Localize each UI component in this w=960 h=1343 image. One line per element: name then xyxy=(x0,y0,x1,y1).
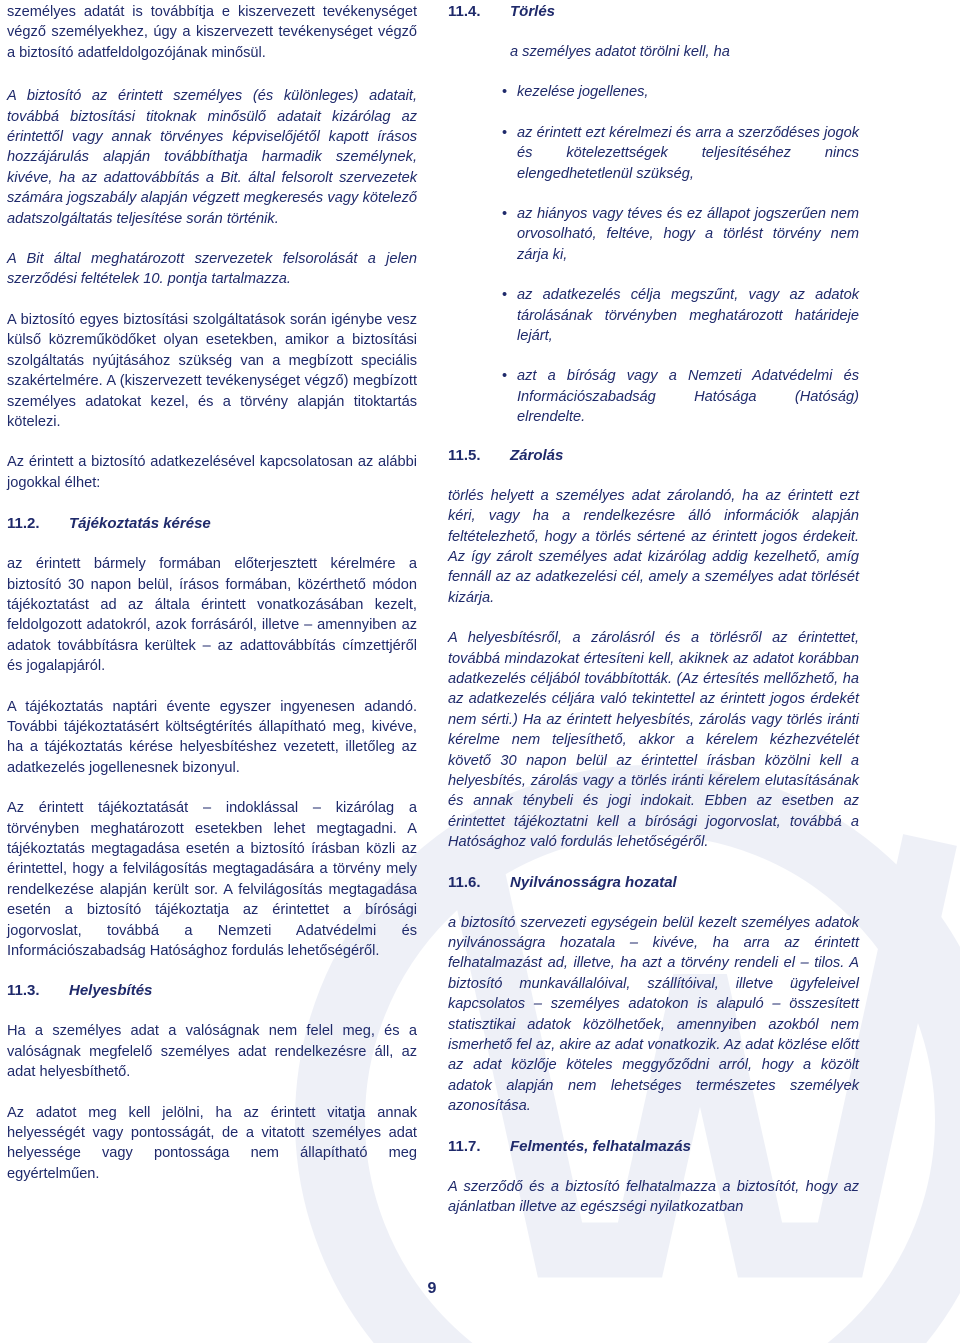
section-heading-11-2 xyxy=(7,514,417,534)
paragraph: A Bit által meghatározott szervezetek felsorolását a jelen szerződési feltételek 10. pontja tartalmazza. xyxy=(7,251,417,288)
list-item: • azt a bíróság vagy a Nemzeti Adatvédelmi és Információszabadság Hatósága (Hatóság) elrendelte. xyxy=(502,368,859,426)
section-title: Nyilvánosságra hozatal xyxy=(510,873,677,891)
section-heading-11-6 xyxy=(448,873,859,893)
left-column xyxy=(7,0,417,1184)
section-number: 11.6. xyxy=(448,873,481,891)
section-title: Zárolás xyxy=(510,446,564,464)
section-number: 11.4. xyxy=(448,3,481,20)
list-item: • az érintett ezt kérelmezi és arra a szerződéses jogok és kötelezettségek teljesítéséhez nincs elengedhetetlenül szükség, xyxy=(502,124,859,182)
list-item: • az hiányos vagy téves és ez állapot jogszerűen nem orvosolható, feltéve, hogy a törlést törvény nem zárja ki, xyxy=(502,206,859,263)
paragraph: Az érintett a biztosító adatkezelésével kapcsolatosan az alábbi jogokkal élhet: xyxy=(7,454,417,491)
section-heading-11-4 xyxy=(448,2,859,22)
section-heading-11-3 xyxy=(7,981,417,1001)
section-title: Helyesbítés xyxy=(69,982,153,1000)
paragraph: a biztosító szervezeti egységein belül kezelt személyes adatok nyilvánosságra hozatala – kivéve, ha arra az érintett felhatalmazást ad, illetve, ha azt a törvény rendeli el – tilos. A biztosító munkavállalóival, szállítóival, illetve ügyfeleivel kapcsolatos – személyes adatokon is alapuló – összesített statisztikai adatok közölhetőek, amennyiben azokból nem ismerhető fel az, akire az adat vonatkozik. Az adat közlése előtt az adat közlője köteles meggyőződni arról, hogy a közölt adatok alapján nem lehetséges természetes személyek azonosítása. xyxy=(448,914,859,1115)
bullet-icon: • xyxy=(502,206,508,223)
paragraph: Az adatot meg kell jelölni, ha az érintett vitatja annak helyességét vagy pontosságát, de a vitatott személyes adat helyessége vagy pontossága nem állapítható meg egyértelműen. xyxy=(7,1104,417,1182)
paragraph: Az érintett tájékoztatását – indoklással – kizárólag a törvényben meghatározott esetekben lehet megtagadni. A tájékoztatás megtagadása esetén a biztosító írásban közli az érintettel, hogy a felvilágosítás megtagadására a törvény mely rendelkezése alapján került sor. A felvilágosítás megtagadása esetén a biztosító tájékoztatja az érintettet a bírósági jogorvoslat, továbbá a Nemzeti Adatvédelmi és Információszabadság Hatósághoz fordulás lehetőségéről. xyxy=(7,800,417,960)
paragraph: A tájékoztatás naptári évente egyszer ingyenesen adandó. További tájékoztatásért költségtérítés állapítható meg, kivéve, ha a tájékoztatás kérése helyesbítéshez vezetett, illetőleg az adatkezelés jogellenesnek bizonyul. xyxy=(7,698,417,776)
section-number: 11.2. xyxy=(7,515,40,533)
paragraph: személyes adatát is továbbítja e kiszervezett tevékenységet végző személyekhez, úgy a kiszervezett tevékenységet végző a biztosító adatfeldolgozójának minősül. xyxy=(7,4,417,61)
section-title: Felmentés, felhatalmazás xyxy=(510,1137,691,1155)
section-heading-11-5 xyxy=(448,446,859,466)
deletion-conditions-list xyxy=(493,82,859,427)
section-title: Törlés xyxy=(510,3,556,20)
page-number: 9 xyxy=(427,1280,437,1297)
bullet-icon: • xyxy=(502,287,508,304)
list-item: • kezelése jogellenes, xyxy=(493,82,859,102)
list-item: • az adatkezelés célja megszűnt, vagy az adatok tárolásának törvényben meghatározott határideje lejárt, xyxy=(502,287,859,345)
section-number: 11.3. xyxy=(7,982,40,1000)
section-number: 11.5. xyxy=(448,446,481,464)
section-heading-11-7 xyxy=(448,1137,859,1157)
paragraph: A biztosító egyes biztosítási szolgáltatások során igénybe vesz külső közreműködőket olyan esetekben, amikor a biztosítási szolgáltatás nyújtásához szükség van a megbízott speciális szakértelmére. A (kiszervezett tevékenységet végző) megbízott személyes adatokat kezel, és a törvény alapján titoktartás kötelezi. xyxy=(7,311,417,430)
section-intro: a személyes adatot törölni kell, ha xyxy=(510,44,730,60)
bullet-icon: • xyxy=(502,368,508,385)
paragraph: az érintett bármely formában előterjesztett kérelmére a biztosító 30 napon belül, írásos formában, közérthető módon tájékoztatást ad az általa érintett vonatkozásában kezelt, feldolgozott adatokról, azok forrásáról, illetve – amennyiben az adatok továbbításra kerültek – az adattovábbítás címzettjéről és jogalapjáról. xyxy=(7,556,417,675)
section-title: Tájékoztatás kérése xyxy=(69,515,211,533)
paragraph: A helyesbítésről, a zárolásról és a törlésről az érintettet, továbbá mindazokat értesíteni kell, akiknek az adatot korábban adatkezelés céljából továbbították. (Az értesítés mellőzhető, ha az adatkezelés céljára való tekintettel az érintett jogos érdekét nem sérti.) Ha az érintett helyesbítés, zárolás vagy törlés iránti kérelme nem teljesíthető, akkor a kérelem kézhezvételét követő 30 napon belül az érintettel írásban közölni kell a helyesbítés, zárolás vagy a törlés iránti kérelem elutasításának és annak ténybeli és jogi indokait. Ebben az esetben az érintettet tájékoztatni kell a bírósági jogorvoslat, továbbá a Hatósághoz való fordulás lehetőségéről. xyxy=(448,630,859,851)
bullet-icon: • xyxy=(502,124,508,141)
paragraph: törlés helyett a személyes adat zárolandó, ha az érintett ezt kéri, vagy ha a rendelkezésre álló információk alapján feltételezhető, hogy a törlés sértené az érintett jogos érdekeit. Az így zárolt személyes adat kizárólag addig kezelhető, amíg fennáll az az adatkezelési cél, amely a személyes adat törlését kizárja. xyxy=(448,487,859,606)
bullet-icon: • xyxy=(502,84,508,101)
paragraph: A szerződő és a biztosító felhatalmazza a biztosítót, hogy az ajánlatban illetve az egészségi nyilatkozatban xyxy=(448,1178,859,1216)
section-number: 11.7. xyxy=(448,1137,481,1155)
paragraph: A biztosító az érintett személyes (és különleges) adatait, továbbá biztosítási titoknak minősülő adatait kizárólag az érintettől vagy annak törvényes képviselőjétől kapott írásos hozzájárulás alapján továbbíthatja harmadik személynek, kivéve, ha az adattovábbítás a Bit. által felsorolt szervezetek számára jogszabály alapján végzett megkeresés vagy kötelező adatszolgáltatás teljesítése során történik. xyxy=(7,88,417,227)
right-column xyxy=(448,0,859,1217)
paragraph: Ha a személyes adat a valóságnak nem felel meg, és a valóságnak megfelelő személyes adat rendelkezésre áll, az adat helyesbíthető. xyxy=(7,1023,417,1081)
